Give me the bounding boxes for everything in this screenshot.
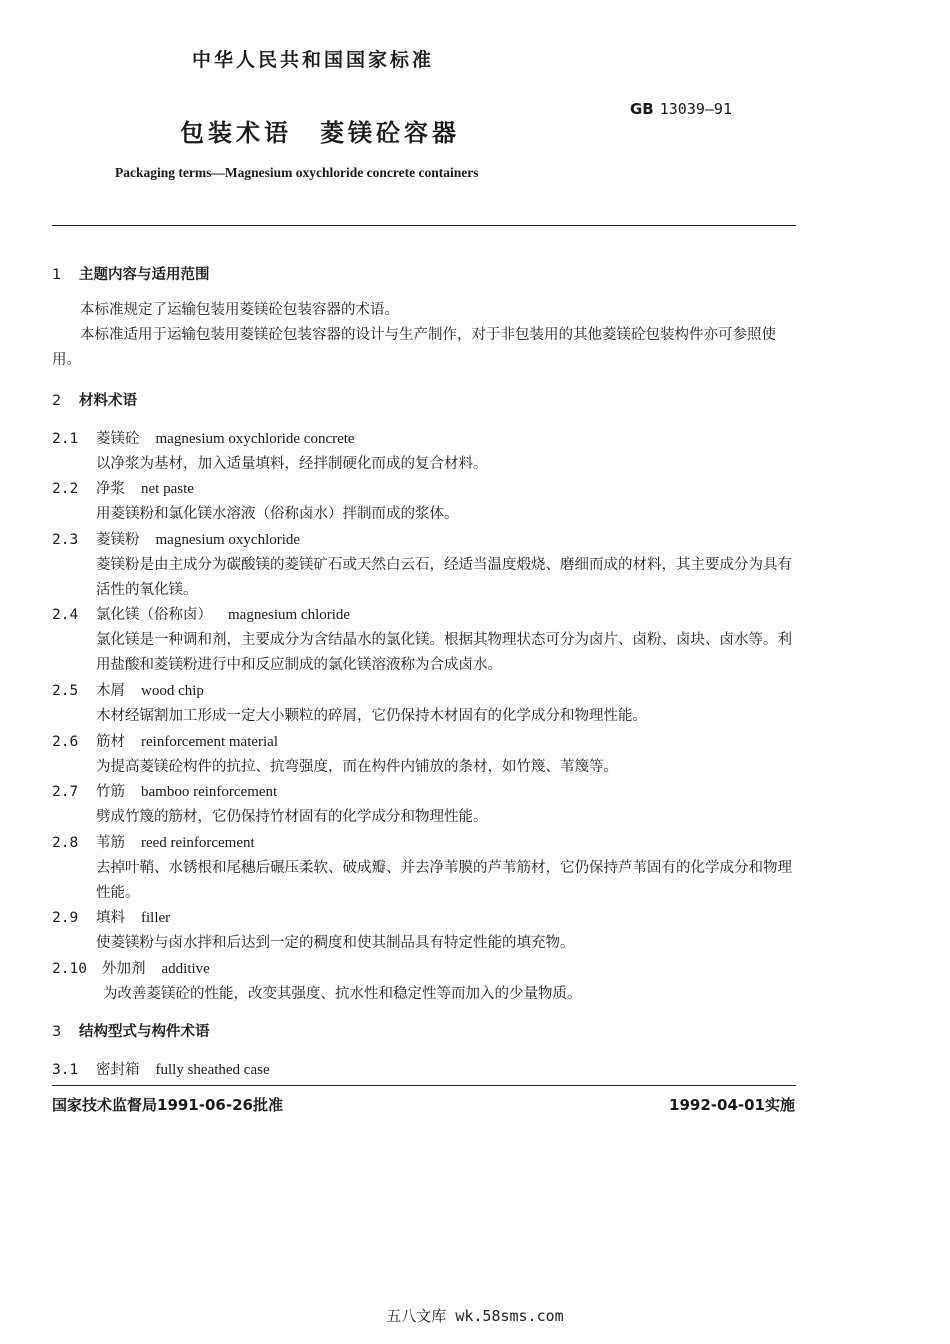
term-heading — [52, 603, 350, 624]
section-1-heading — [52, 263, 210, 284]
term-number: 2.2 — [52, 481, 79, 497]
term-english: magnesium oxychloride — [155, 532, 301, 548]
term-definition: 木材经锯割加工形成一定大小颗粒的碎屑，它仍保持木材固有的化学成分和物理性能。 — [96, 708, 647, 724]
term-chinese: 外加剂 — [102, 961, 146, 977]
term-number: 2.5 — [52, 683, 79, 699]
term-definition: 为改善菱镁砼的性能，改变其强度、抗水性和稳定性等而加入的少量物质。 — [103, 986, 582, 1002]
term-heading — [52, 528, 300, 549]
term-english: fully sheathed case — [155, 1062, 270, 1078]
section-3-heading — [52, 1020, 210, 1041]
effective-date: 1992-04-01实施 — [669, 1096, 795, 1114]
section-1-paragraph-2: 本标准适用于运输包装用菱镁砼包装容器的设计与生产制作，对于非包装用的其他菱镁砼包装构件亦可参照使用。 — [52, 327, 776, 368]
term-heading — [52, 679, 204, 700]
header-divider — [52, 225, 796, 226]
term-chinese: 木屑 — [96, 683, 125, 699]
term-heading — [52, 831, 255, 852]
section-number: 3 — [52, 1024, 62, 1040]
term-definition: 菱镁粉是由主成分为碳酸镁的菱镁矿石或天然白云石，经适当温度煅烧、磨细而成的材料，其主要成分为具有活性的氧化镁。 — [96, 557, 792, 598]
standard-number — [630, 100, 732, 118]
footer-divider — [52, 1085, 796, 1086]
watermark-text: 五八文库 wk.58sms.com — [386, 1307, 564, 1325]
section-title: 主题内容与适用范围 — [79, 267, 210, 283]
term-chinese: 氯化镁（俗称卤） — [96, 607, 212, 623]
document-title: 包装术语 菱镁砼容器 — [180, 119, 460, 147]
term-number: 2.8 — [52, 835, 79, 851]
section-number: 2 — [52, 393, 62, 409]
term-english: reed reinforcement — [141, 835, 255, 851]
term-heading — [52, 957, 210, 978]
term-number: 3.1 — [52, 1062, 79, 1078]
term-definition: 以净浆为基材，加入适量填料，经拌制硬化而成的复合材料。 — [96, 456, 488, 472]
term-definition: 氯化镁是一种调和剂，主要成分为含结晶水的氯化镁。根据其物理状态可分为卤片、卤粉、卤块、卤水等。利用盐酸和菱镁粉进行中和反应制成的氯化镁溶液称为合成卤水。 — [96, 632, 792, 673]
term-chinese: 筋材 — [96, 734, 125, 750]
term-heading — [52, 1058, 270, 1079]
term-heading — [52, 477, 194, 498]
term-chinese: 菱镁砼 — [96, 431, 140, 447]
standard-code-prefix: GB — [630, 100, 654, 118]
section-number: 1 — [52, 267, 62, 283]
term-english: bamboo reinforcement — [141, 784, 278, 800]
term-heading — [52, 906, 170, 927]
term-chinese: 竹筋 — [96, 784, 125, 800]
term-english: magnesium oxychloride concrete — [155, 431, 355, 447]
term-english: net paste — [141, 481, 194, 497]
term-number: 2.6 — [52, 734, 79, 750]
term-chinese: 苇筋 — [96, 835, 125, 851]
term-number: 2.3 — [52, 532, 79, 548]
term-english: additive — [161, 961, 210, 977]
english-title: Packaging terms—Magnesium oxychloride concrete containers — [115, 165, 479, 180]
section-1-paragraph-1: 本标准规定了运输包装用菱镁砼包装容器的术语。 — [80, 302, 399, 318]
standard-category-title: 中华人民共和国国家标准 — [192, 49, 435, 71]
term-chinese: 填料 — [96, 910, 125, 926]
term-definition: 劈成竹篾的筋材，它仍保持竹材固有的化学成分和物理性能。 — [96, 809, 488, 825]
term-number: 2.10 — [52, 961, 87, 977]
term-english: reinforcement material — [141, 734, 279, 750]
term-definition: 用菱镁粉和氯化镁水溶液（俗称卤水）拌制而成的浆体。 — [96, 506, 459, 522]
term-definition: 去掉叶鞘、水锈根和尾穗后碾压柔软、破成瓣、并去净苇膜的芦苇筋材，它仍保持芦苇固有的化学成分和物理性能。 — [96, 860, 792, 901]
term-english: wood chip — [141, 683, 204, 699]
term-number: 2.4 — [52, 607, 79, 623]
term-heading — [52, 780, 277, 801]
term-heading — [52, 427, 355, 448]
term-english: magnesium chloride — [228, 607, 351, 623]
term-heading — [52, 730, 278, 751]
section-title: 结构型式与构件术语 — [79, 1024, 210, 1040]
term-number: 2.7 — [52, 784, 79, 800]
term-number: 2.1 — [52, 431, 79, 447]
term-english: filler — [141, 910, 171, 926]
term-definition: 使菱镁粉与卤水拌和后达到一定的稠度和使其制品具有特定性能的填充物。 — [96, 935, 575, 951]
term-chinese: 密封箱 — [96, 1062, 140, 1078]
section-title: 材料术语 — [79, 393, 137, 409]
term-chinese: 净浆 — [96, 481, 125, 497]
standard-code: 13039—91 — [659, 100, 732, 118]
term-chinese: 菱镁粉 — [96, 532, 140, 548]
approval-date: 国家技术监督局1991-06-26批准 — [52, 1096, 283, 1114]
term-definition: 为提高菱镁砼构件的抗拉、抗弯强度，而在构件内铺放的条材，如竹篾、苇篾等。 — [96, 759, 618, 775]
term-number: 2.9 — [52, 910, 79, 926]
section-2-heading — [52, 389, 137, 410]
